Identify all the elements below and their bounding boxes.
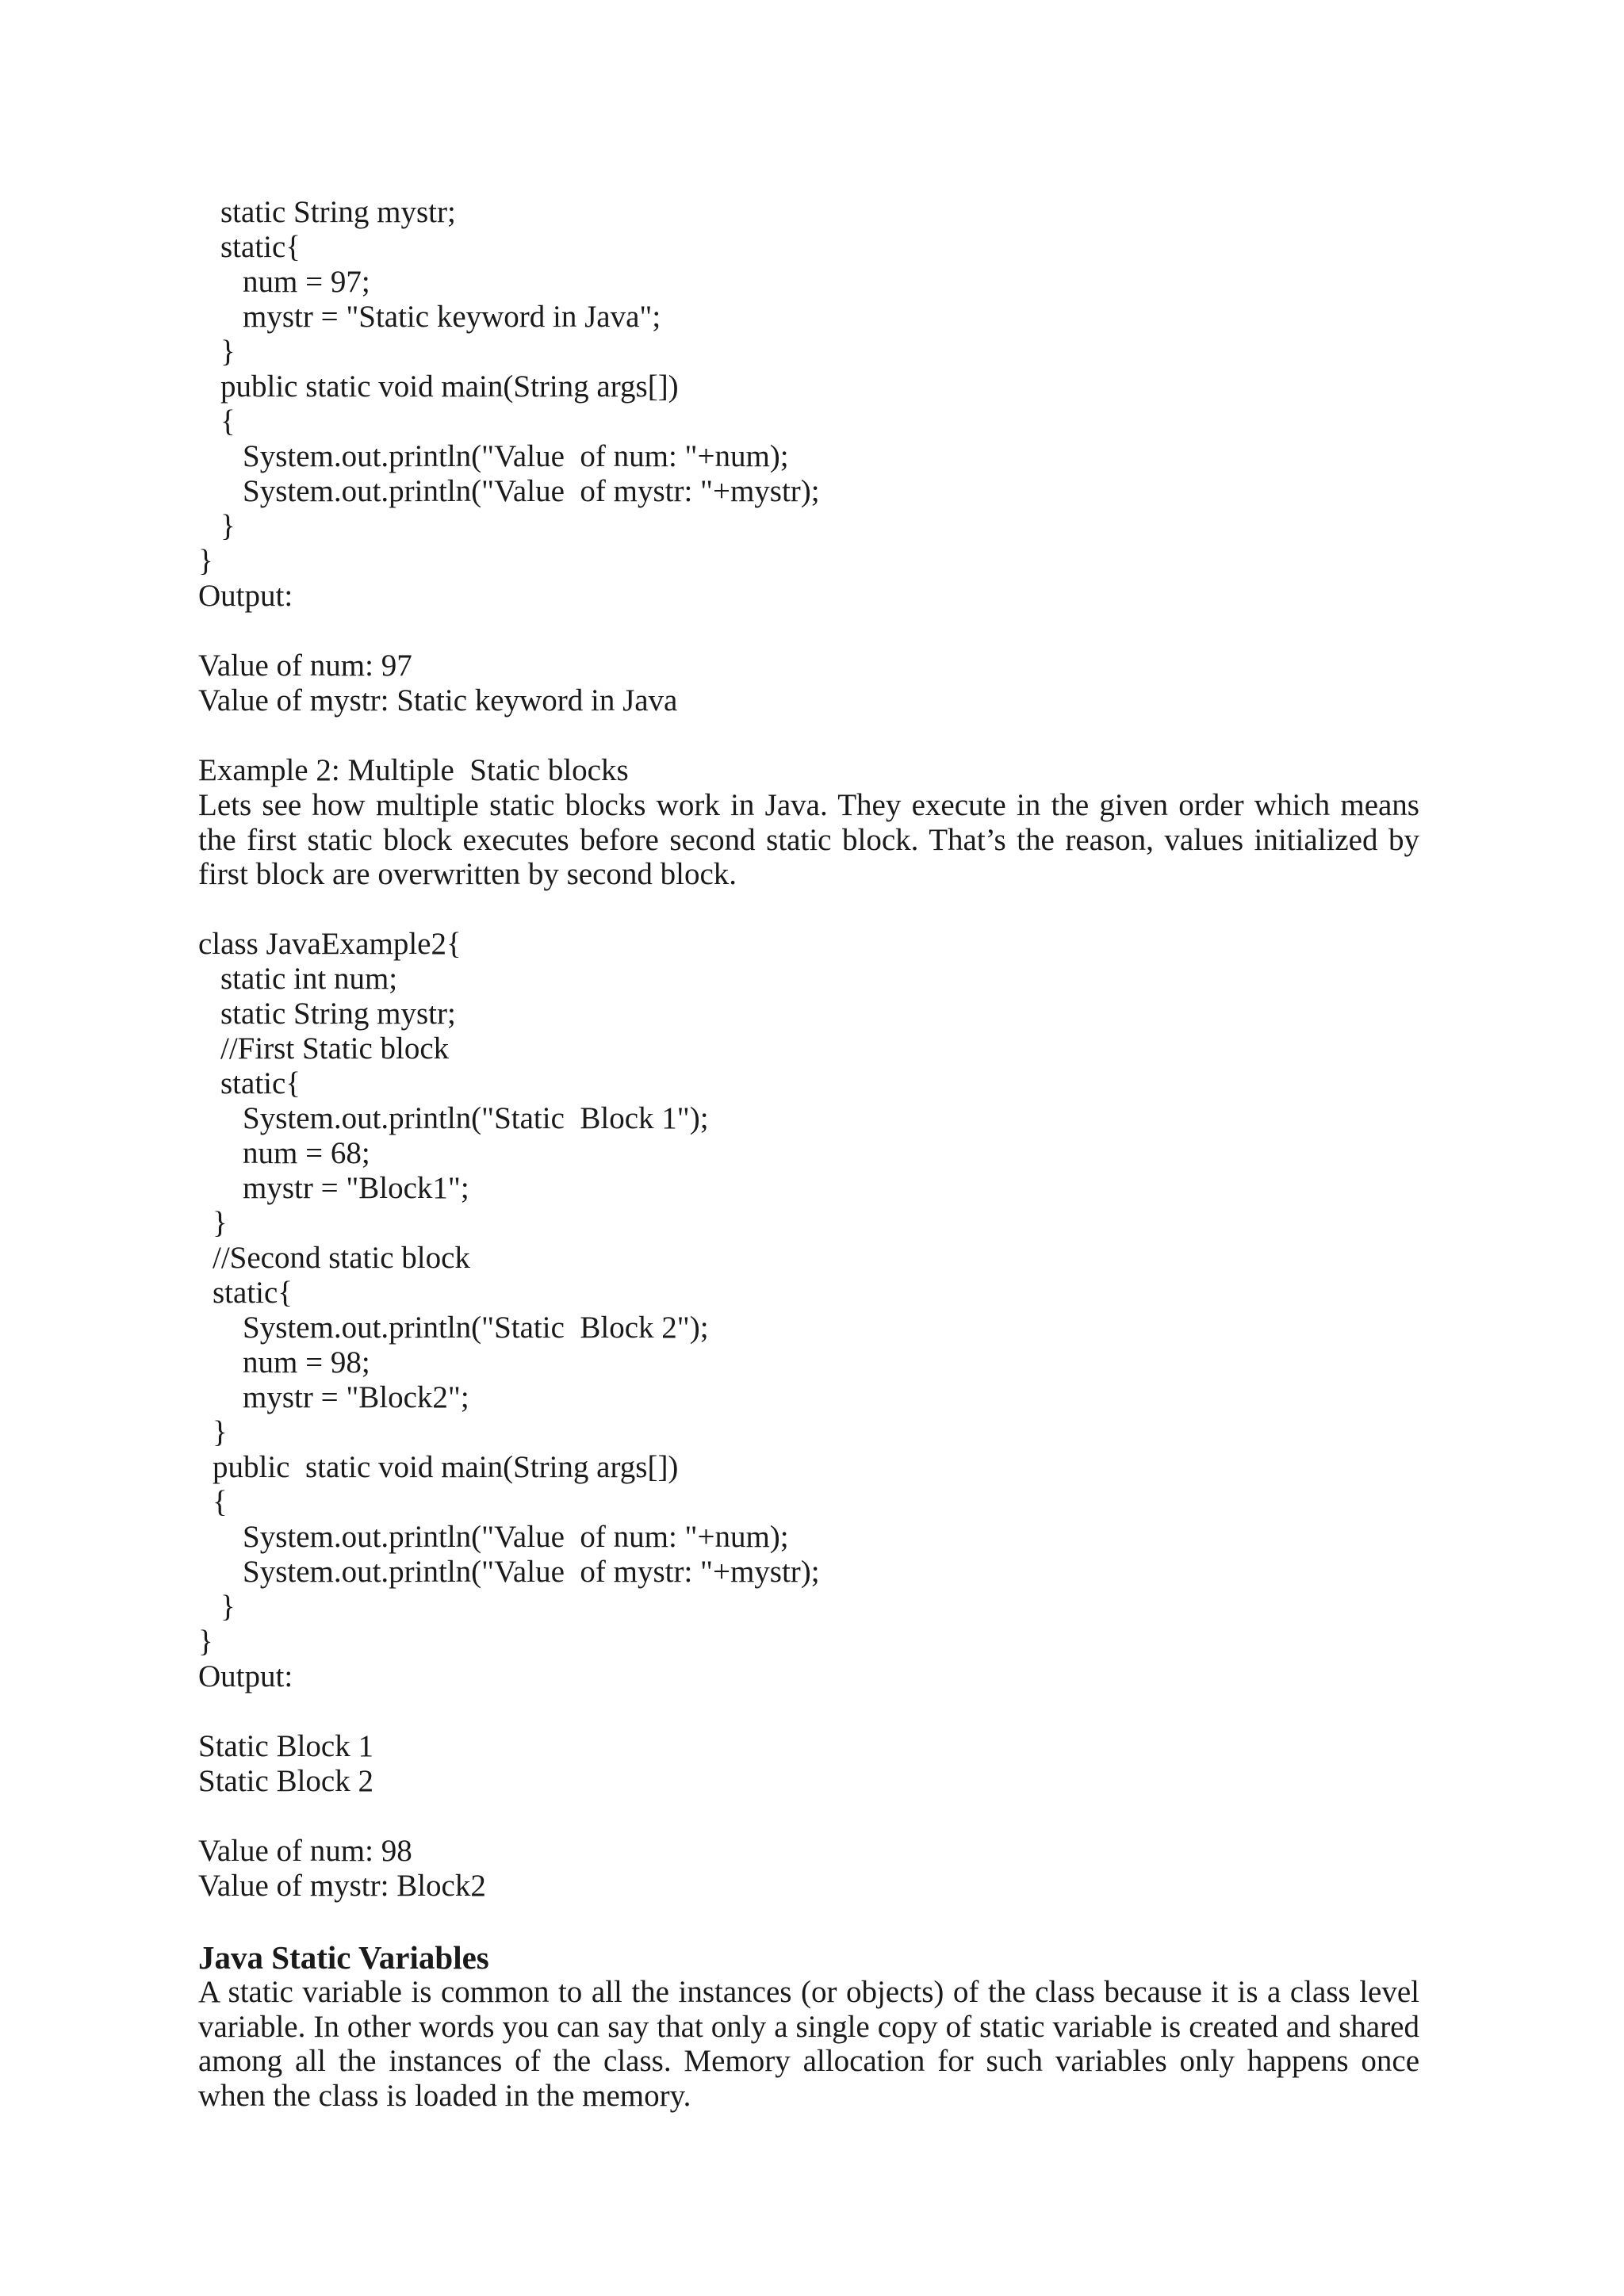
section-paragraph: A static variable is common to all the instances (or objects) of the class because it is a class level variable. In other words you can say that only a single copy of static variable is created and shared among all the instances of the class. Memory allocation for such variables only happens once when the class is loaded in the memory.	[198, 1975, 1419, 2113]
code-line: public static void main(String args[])	[213, 1450, 679, 1484]
code-line: num = 97;	[243, 265, 370, 299]
code-line: class JavaExample2{	[198, 927, 462, 961]
code-line: mystr = "Static keyword in Java";	[243, 300, 661, 334]
example-title: Example 2: Multiple Static blocks	[198, 753, 629, 787]
code-line: }	[198, 1624, 213, 1659]
code-line: mystr = "Block1";	[243, 1171, 469, 1205]
output-line: Static Block 1	[198, 1729, 373, 1763]
code-line: //First Static block	[220, 1031, 450, 1066]
code-line: System.out.println("Static Block 2");	[243, 1311, 709, 1345]
output-label: Output:	[198, 1659, 293, 1693]
code-line: }	[220, 509, 236, 543]
code-line: static{	[220, 230, 301, 264]
code-line: System.out.println("Value of mystr: "+mystr);	[243, 1555, 820, 1589]
output-label: Output:	[198, 579, 293, 613]
code-line: public static void main(String args[])	[220, 369, 679, 404]
code-line: static int num;	[220, 962, 398, 996]
code-line: //Second static block	[213, 1241, 470, 1275]
output-line: Value of mystr: Block2	[198, 1869, 486, 1903]
code-line: System.out.println("Value of num: "+num);	[243, 1520, 789, 1554]
output-line: Value of mystr: Static keyword in Java	[198, 683, 678, 718]
output-line: Static Block 2	[198, 1764, 373, 1798]
example-description: Lets see how multiple static blocks work in Java. They execute in the given order which means the first static block executes before second static block. That’s the reason, values initialized by first block are overwritten by second block.	[198, 788, 1419, 891]
code-line: {	[220, 404, 236, 438]
section-heading: Java Static Variables	[198, 1939, 489, 1976]
code-line: }	[213, 1415, 228, 1449]
code-line: mystr = "Block2";	[243, 1380, 469, 1414]
code-line: static String mystr;	[220, 195, 456, 229]
code-line: System.out.println("Value of num: "+num);	[243, 439, 789, 473]
code-line: }	[220, 1590, 236, 1624]
code-line: System.out.println("Static Block 1");	[243, 1101, 709, 1135]
code-line: }	[213, 1206, 228, 1240]
code-line: num = 68;	[243, 1136, 370, 1170]
code-line: static{	[213, 1276, 293, 1310]
output-line: Value of num: 98	[198, 1834, 412, 1868]
code-line: System.out.println("Value of mystr: "+mystr);	[243, 474, 820, 508]
code-line: {	[213, 1485, 228, 1519]
code-line: }	[220, 335, 236, 369]
code-line: num = 98;	[243, 1345, 370, 1380]
output-line: Value of num: 97	[198, 649, 412, 683]
code-line: static String mystr;	[220, 997, 456, 1031]
code-line: static{	[220, 1066, 301, 1100]
code-line: }	[198, 544, 213, 578]
